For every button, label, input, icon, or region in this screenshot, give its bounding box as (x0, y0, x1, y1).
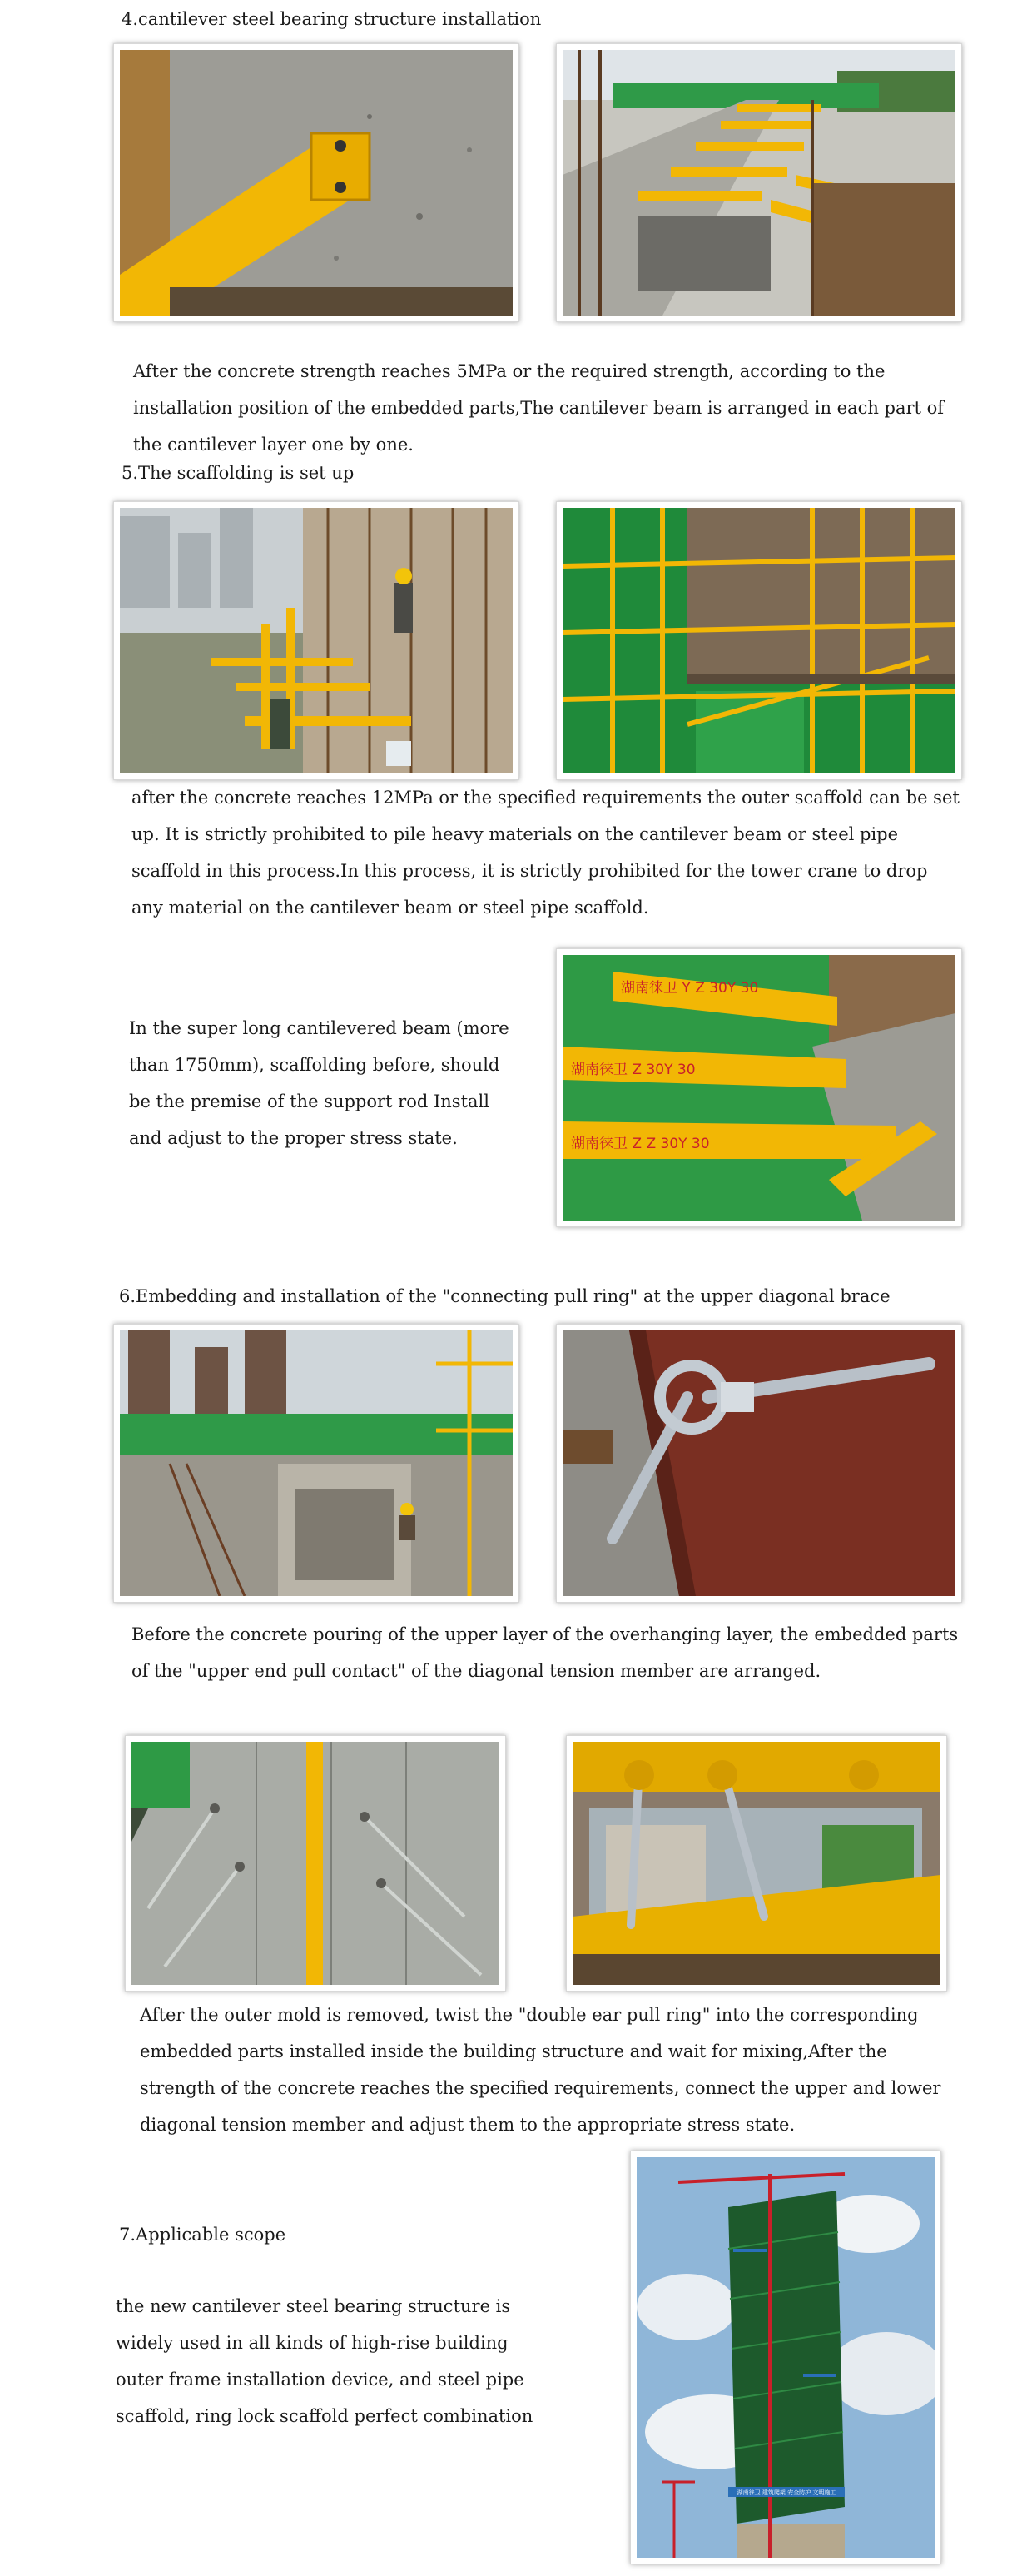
beam-label-middle: 湖南徕卫 Z 30Y 30 (571, 1062, 696, 1078)
section-7-heading: 7.Applicable scope (119, 2225, 286, 2245)
photo-steel-beam-on-wall (113, 43, 519, 322)
tension-rods-on-wall-photo (131, 1742, 499, 1985)
photo-high-rise-building (630, 2151, 941, 2564)
photo-scaffold-green-net (556, 501, 962, 780)
formwork-with-workers-photo (120, 1330, 513, 1596)
section-5-paragraph-1: after the concrete reaches 12MPa or the specified requirements the outer scaffold can be set up. It is strictly prohibited to pile heavy materials on the cantilever beam or steel pipe scaffold in this process.In this process, it is strictly prohibited for the tower crane to drop any material on the cantilever beam or steel pipe scaffold. (131, 788, 960, 918)
section-6-heading: 6.Embedding and installation of the "connecting pull ring" at the upper diagonal brace (119, 1286, 891, 1306)
photo-cantilever-beams-row (556, 43, 962, 322)
section-6-paragraph-1: Before the concrete pouring of the upper layer of the overhanging layer, the embedded parts of the "upper end pull contact" of the diagonal tension member are arranged. (131, 1624, 959, 1681)
high-rise-building-with-crane-photo (637, 2157, 935, 2558)
section-4-heading: 4.cantilever steel bearing structure installation (122, 9, 542, 29)
pull-ring-bolt-closeup-photo (563, 1330, 955, 1596)
section-7-paragraph: the new cantilever steel bearing structure is widely used in all kinds of high-rise building outer frame installation device, and steel pipe scaffold, ring lock scaffold perfect combination (116, 2296, 533, 2426)
worker-on-scaffold-photo (120, 508, 513, 773)
yellow-steel-beam-on-concrete-wall-photo (120, 50, 513, 316)
yellow-scaffold-with-green-net-photo (563, 508, 955, 773)
section-5-paragraph-2: In the super long cantilevered beam (more than 1750mm), scaffolding before, should be the premise of the support rod Install and adjust to the proper stress state. (129, 1018, 509, 1148)
photo-worker-on-scaffold (113, 501, 519, 780)
photo-tension-rods-wall (125, 1735, 506, 1992)
section-5-heading: 5.The scaffolding is set up (122, 463, 355, 483)
building-banner-text: 湖南徕卫 建筑爬架 安全防护 文明施工 (737, 2489, 836, 2496)
section-6-paragraph-2: After the outer mold is removed, twist the "double ear pull ring" into the corresponding embedded parts installed inside the building structure and wait for mixing,After the strength of the concrete reaches the specified requirements, connect the upper and lower diagonal tension member and adjust them to the appropriate stress state. (140, 2005, 941, 2135)
photo-labelled-beams (556, 948, 962, 1227)
section-4-paragraph: After the concrete strength reaches 5MPa or the required strength, according to the installation position of the embedded parts,The cantilever beam is arranged in each part of the cantilever layer one by one. (133, 361, 945, 455)
beam-label-bottom: 湖南徕卫 Z Z 30Y 30 (571, 1136, 710, 1152)
photo-formwork-workers (113, 1324, 519, 1603)
photo-beam-diagonal-rod (566, 1735, 947, 1992)
beam-label-top: 湖南徕卫 Y Z 30Y 30 (621, 980, 759, 997)
cantilever-beams-on-floor-edge-photo (563, 50, 955, 316)
photo-pull-ring-bolt (556, 1324, 962, 1603)
beam-with-diagonal-rod-photo (573, 1742, 940, 1985)
labelled-beams-closeup-photo (563, 955, 955, 1221)
